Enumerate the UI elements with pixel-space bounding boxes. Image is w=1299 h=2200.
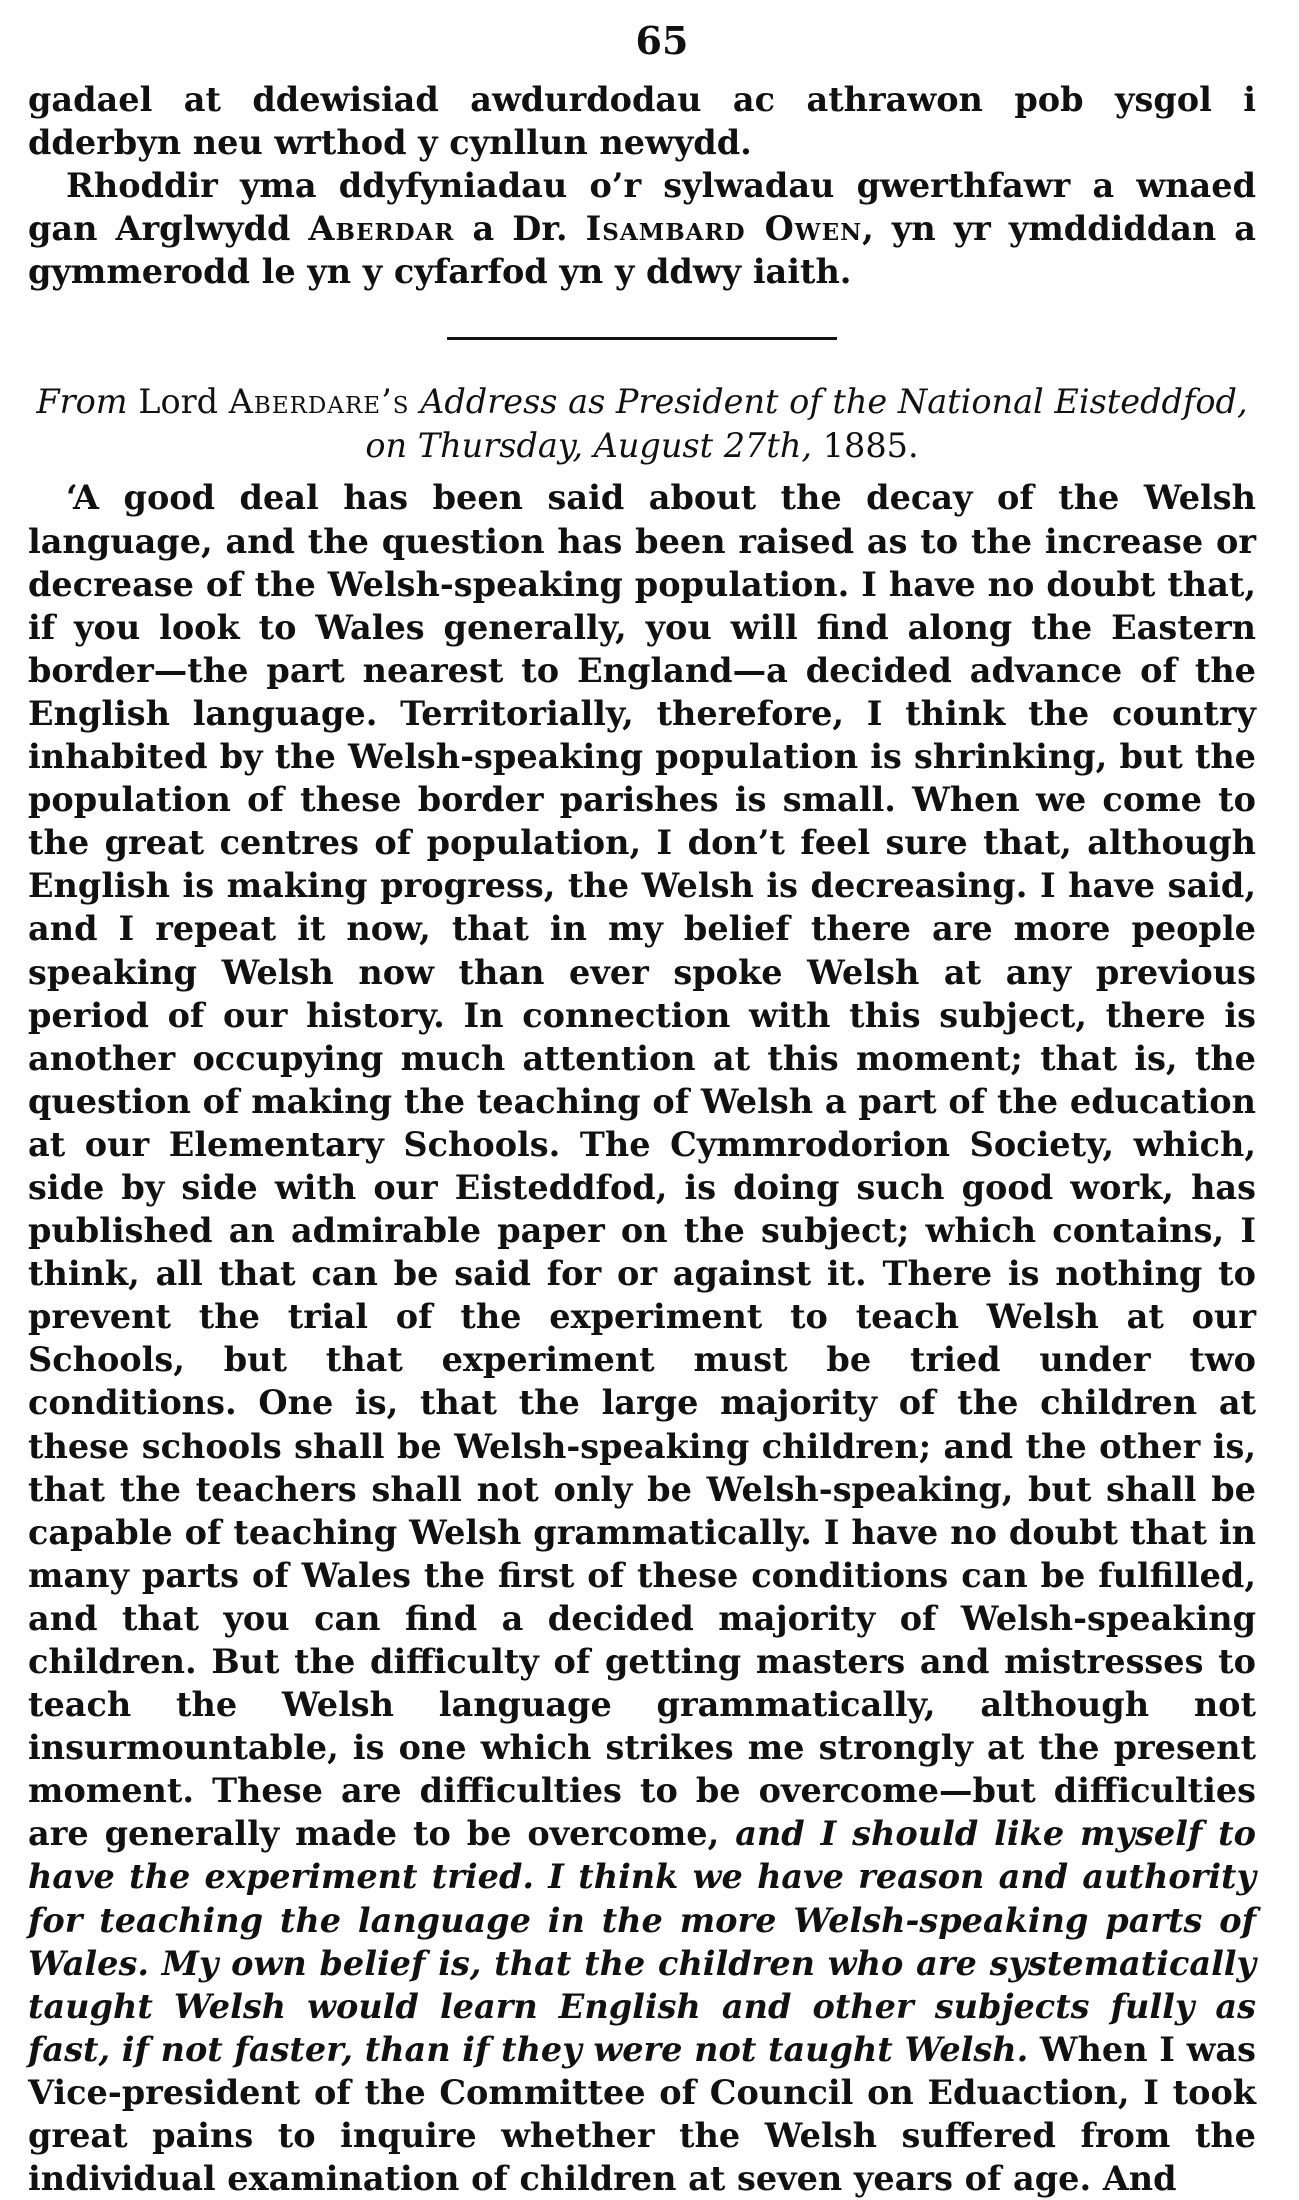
intro-paragraph-2 bbox=[28, 164, 1256, 293]
intro-paragraph-1: gadael at ddewisiad awdurdodau ac athrawon pob ysgol i dderbyn neu wrthod y cynllun newydd. bbox=[28, 80, 1256, 163]
heading-address: Address as President of the National Eisteddfod, on Thursday, August 27th, bbox=[365, 382, 1248, 466]
page-number: 65 bbox=[635, 18, 689, 63]
document-page bbox=[28, 18, 1256, 2200]
heading-from: From bbox=[36, 382, 128, 422]
intro-text-b: a Dr. bbox=[454, 209, 586, 249]
intro-text-c: , yn yr ymddiddan a gymmerodd le yn y cyfarfod yn y ddwy iaith. bbox=[28, 209, 1257, 292]
heading-year: 1885. bbox=[812, 426, 919, 466]
section-heading bbox=[28, 380, 1256, 468]
section-divider bbox=[447, 337, 837, 340]
quote-text: ‘A good deal has been said about the decay of the Welsh language, and the question has been raised as to the increase or decrease of the Welsh-speaking population. I have no doubt that, if you look to Wales generally, you will find along the Eastern border—the part nearest to England—a decided advance of the English language. Territorially, therefore, I think the country inhabited by the Welsh-speaking population is shrinking, but the population of these border parishes is small. When we come to the great centres of population, I don’t feel sure that, although English is making progress, the Welsh is decreasing. I have said, and I repeat it now, that in my belief there are more people speaking Welsh now than ever spoke Welsh at any previous period of our history. In connection with this subject, there is another occupying much attention at this moment; that is, the question of making the teaching of Welsh a part of the education at our Elementary Schools. The Cymmrodorion Society, which, side by side with our Eisteddfod, is doing such good work, has published an admirable paper on the subject; which contains, I think, all that can be said for or against it. There is nothing to prevent the trial of the experiment to teach Welsh at our Schools, but that experiment must be tried under two conditions. One is, that the large majority of the children at these schools shall be Welsh-speaking children; and the other is, that the teachers shall not only be Welsh-speaking, but shall be capable of teaching Welsh grammatically. I have no doubt that in many parts of Wales the first of these conditions can be fulfilled, and that you can find a decided majority of Welsh-speaking children. But the difficulty of getting masters and mistresses to teach the Welsh language grammatically, although not insurmountable, is one which strikes me strongly at the present moment. These are difficulties to be overcome—but difficulties are generally made to be overcome, bbox=[28, 478, 1256, 1854]
name-isambard-owen: Isambard Owen bbox=[585, 209, 863, 249]
heading-lord: Lord bbox=[127, 382, 229, 422]
intro-text-a: Rhoddir yma ddyfyniadau o’r sylwadau gwerthfawr a wnaed gan Arglwydd bbox=[28, 166, 1256, 249]
quote-italic-text: and I should like myself to have the experiment tried. I think we have reason and authority for teaching the language in the more Welsh-speaking parts of Wales. My own belief is, that the children who are systematically taught Welsh would learn English and other subjects fully as fast, if not faster, than if they were not taught Welsh. bbox=[28, 1814, 1256, 2069]
name-aberdar: Aberdar bbox=[308, 209, 455, 249]
heading-name: Aberdare’s bbox=[228, 382, 410, 422]
quote-tail-text: When I was Vice-president of the Committee of Council on Eduaction, I took great pains to inquire whether the Welsh suffered from the individual examination of children at seven years of age. And bbox=[28, 2029, 1256, 2199]
quote-paragraph bbox=[28, 476, 1256, 2200]
